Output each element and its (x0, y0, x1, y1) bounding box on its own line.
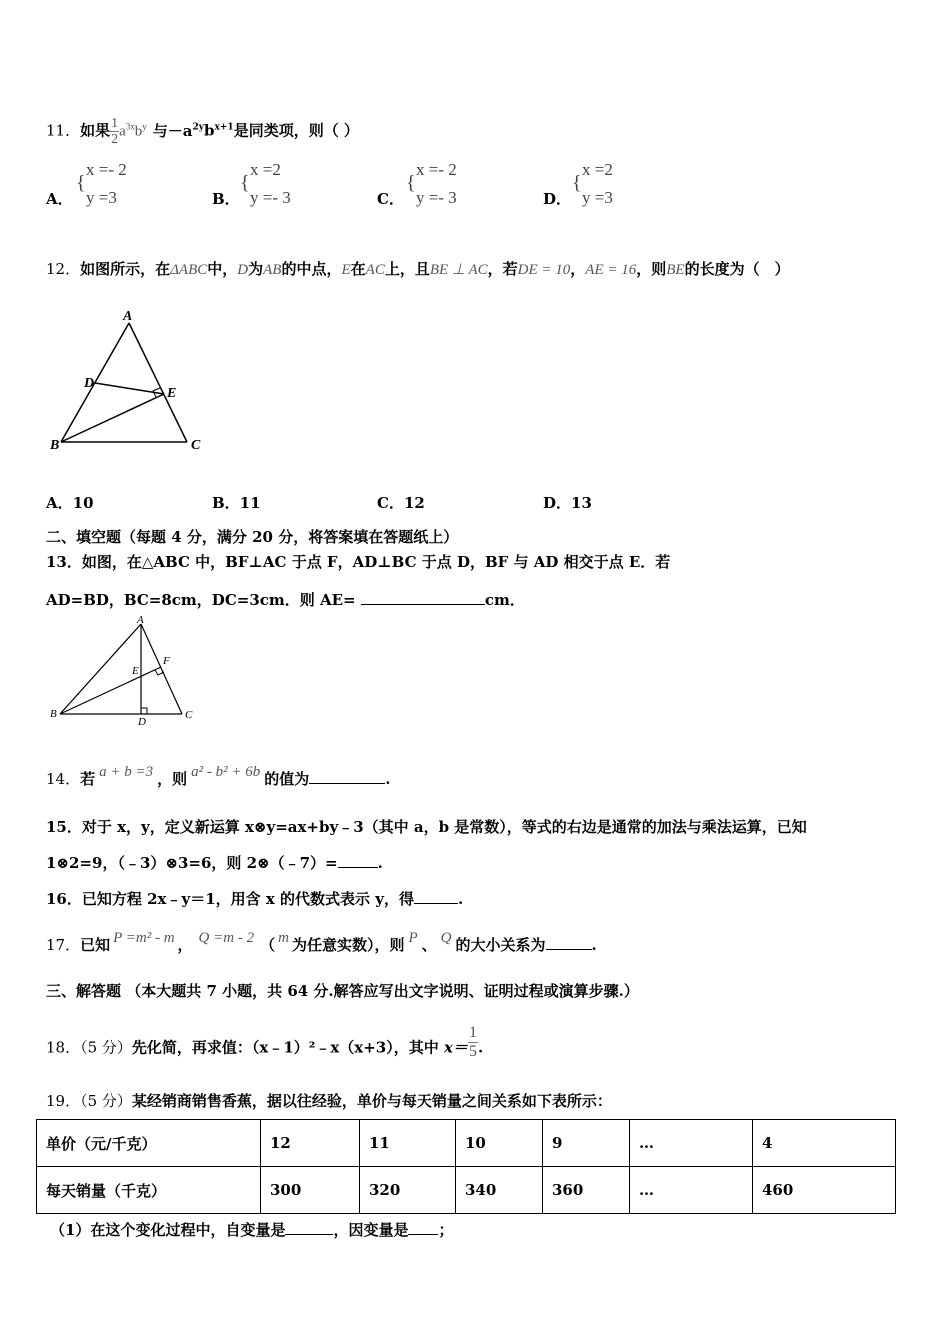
q16-answer-blank (414, 903, 458, 904)
q11-option-b-system: { x =2 y =- 3 (240, 160, 291, 207)
q12-triangle-figure (50, 305, 210, 455)
q13-answer-blank (361, 604, 485, 605)
q11-stem: 11．如果 $\frac{1}{2}$ $a^{3x}b^y$ 与$-a^{2y}b^{x+1}$是同类项，则（ ） (46, 116, 359, 147)
section-3-heading: 三、解答题 （本大题共 7 小题，共 64 分.解答应写出文字说明、证明过程或演算步骤.） (46, 982, 639, 1000)
q12-side-ab (61, 323, 129, 442)
q11-number: 11． (46, 121, 81, 140)
table-row: 每天销量（千克） 300 320 340 360 … 460 (37, 1167, 896, 1214)
q11-option-d-system: { x =2 y =3 (572, 160, 613, 207)
q13-label-a: A (137, 614, 144, 626)
q12-label-c: C (191, 438, 201, 453)
q13-label-e: E (132, 665, 139, 677)
q13-label-f: F (163, 655, 170, 667)
q12-option-c: C．12 (377, 494, 425, 512)
q17-expression-q: Q =m - 2 (198, 930, 255, 946)
q11-option-c-label: C． (377, 190, 404, 208)
q19-blank-dependent (408, 1234, 438, 1235)
q13-line2: AD=BD，BC=8cm，DC=3cm．则 AE= cm． (46, 591, 525, 609)
q12-segment-be (61, 394, 164, 442)
q13-segment-bf (60, 667, 161, 714)
q12-label-d: D (84, 376, 95, 391)
q12-option-a: A．10 (46, 494, 94, 512)
q13-label-c: C (185, 709, 193, 721)
q13-side-ab (60, 624, 141, 714)
q11-option-a-system: { x =- 2 y =3 (76, 160, 127, 207)
q14-answer-blank (309, 783, 385, 784)
q19-sub-question-1: （1）在这个变化过程中，自变量是 ，因变量是 ； (50, 1221, 454, 1239)
q13-label-b: B (50, 708, 57, 720)
q14-expression-2: a² - b² + 6b (191, 764, 261, 780)
q18-stem: 18．（5 分）先化简，再求值：（x﹣1）²﹣x（x+3），其中 x＝ $\frac{1}{5}$ . (46, 1024, 484, 1060)
q11-fraction: $\frac{1}{2}$ (111, 116, 119, 147)
q14-stem: 14．若 a + b =3 ，则 a² - b² + 6b 的值为 . (46, 764, 391, 788)
q13-line1: 13．如图，在△ABC 中，BF⊥AC 于点 F，AD⊥BC 于点 D，BF 与 AD 相交于点 E．若 (46, 553, 671, 571)
q15-answer-blank (338, 867, 378, 868)
q17-stem: 17．已知 P =m² - m ， Q =m - 2 （ m 为任意实数），则 P 、 Q 的大小关系为 . (46, 930, 597, 954)
q14-expression-1: a + b =3 (99, 764, 154, 780)
q17-answer-blank (546, 949, 592, 950)
q15-line1: 15．对于 x，y，定义新运算 x⊗y=ax+by﹣3（其中 a，b 是常数），等式的右边是通常的加法与乘法运算，已知 (46, 818, 807, 836)
q18-fraction: $\frac{1}{5}$ (468, 1024, 477, 1060)
q19-price-sales-table (36, 1119, 896, 1214)
q12-label-e: E (167, 386, 177, 401)
section-2-heading: 二、填空题（每题 4 分，满分 20 分，将答案填在答题纸上） (46, 528, 459, 546)
q12-stem: 12．如图所示，在ΔABC中，D为AB的中点，E在AC上，且BE ⊥ AC，若DE = 10，AE = 16，则BE的长度为（ ） (46, 260, 790, 278)
q13-side-ac (141, 624, 182, 714)
q12-option-d: D．13 (543, 494, 592, 512)
q11-option-a-label: A． (46, 190, 73, 208)
q12-label-b: B (50, 438, 60, 453)
q13-label-d: D (138, 716, 146, 728)
q13-right-angle-d (141, 708, 147, 714)
q11-option-c-system: { x =- 2 y =- 3 (406, 160, 457, 207)
q16-stem: 16．已知方程 2x﹣y＝1，用含 x 的代数式表示 y，得 . (46, 890, 464, 908)
q13-triangle-figure (48, 614, 208, 729)
q15-line2: 1⊗2=9，（﹣3）⊗3=6，则 2⊗（﹣7）= . (46, 854, 383, 872)
table-row: 单价（元/千克） 12 11 10 9 … 4 (37, 1120, 896, 1167)
q19-stem: 19．（5 分）某经销商销售香蕉，据以往经验，单价与每天销量之间关系如下表所示： (46, 1092, 612, 1110)
q12-option-b: B．11 (212, 494, 261, 512)
q11-option-b-label: B． (212, 190, 240, 208)
q19-blank-independent (285, 1234, 333, 1235)
q11-option-d-label: D． (543, 190, 572, 208)
q12-side-ac (129, 323, 187, 442)
q17-expression-p: P =m² - m (113, 930, 175, 946)
q12-label-a: A (123, 309, 133, 324)
